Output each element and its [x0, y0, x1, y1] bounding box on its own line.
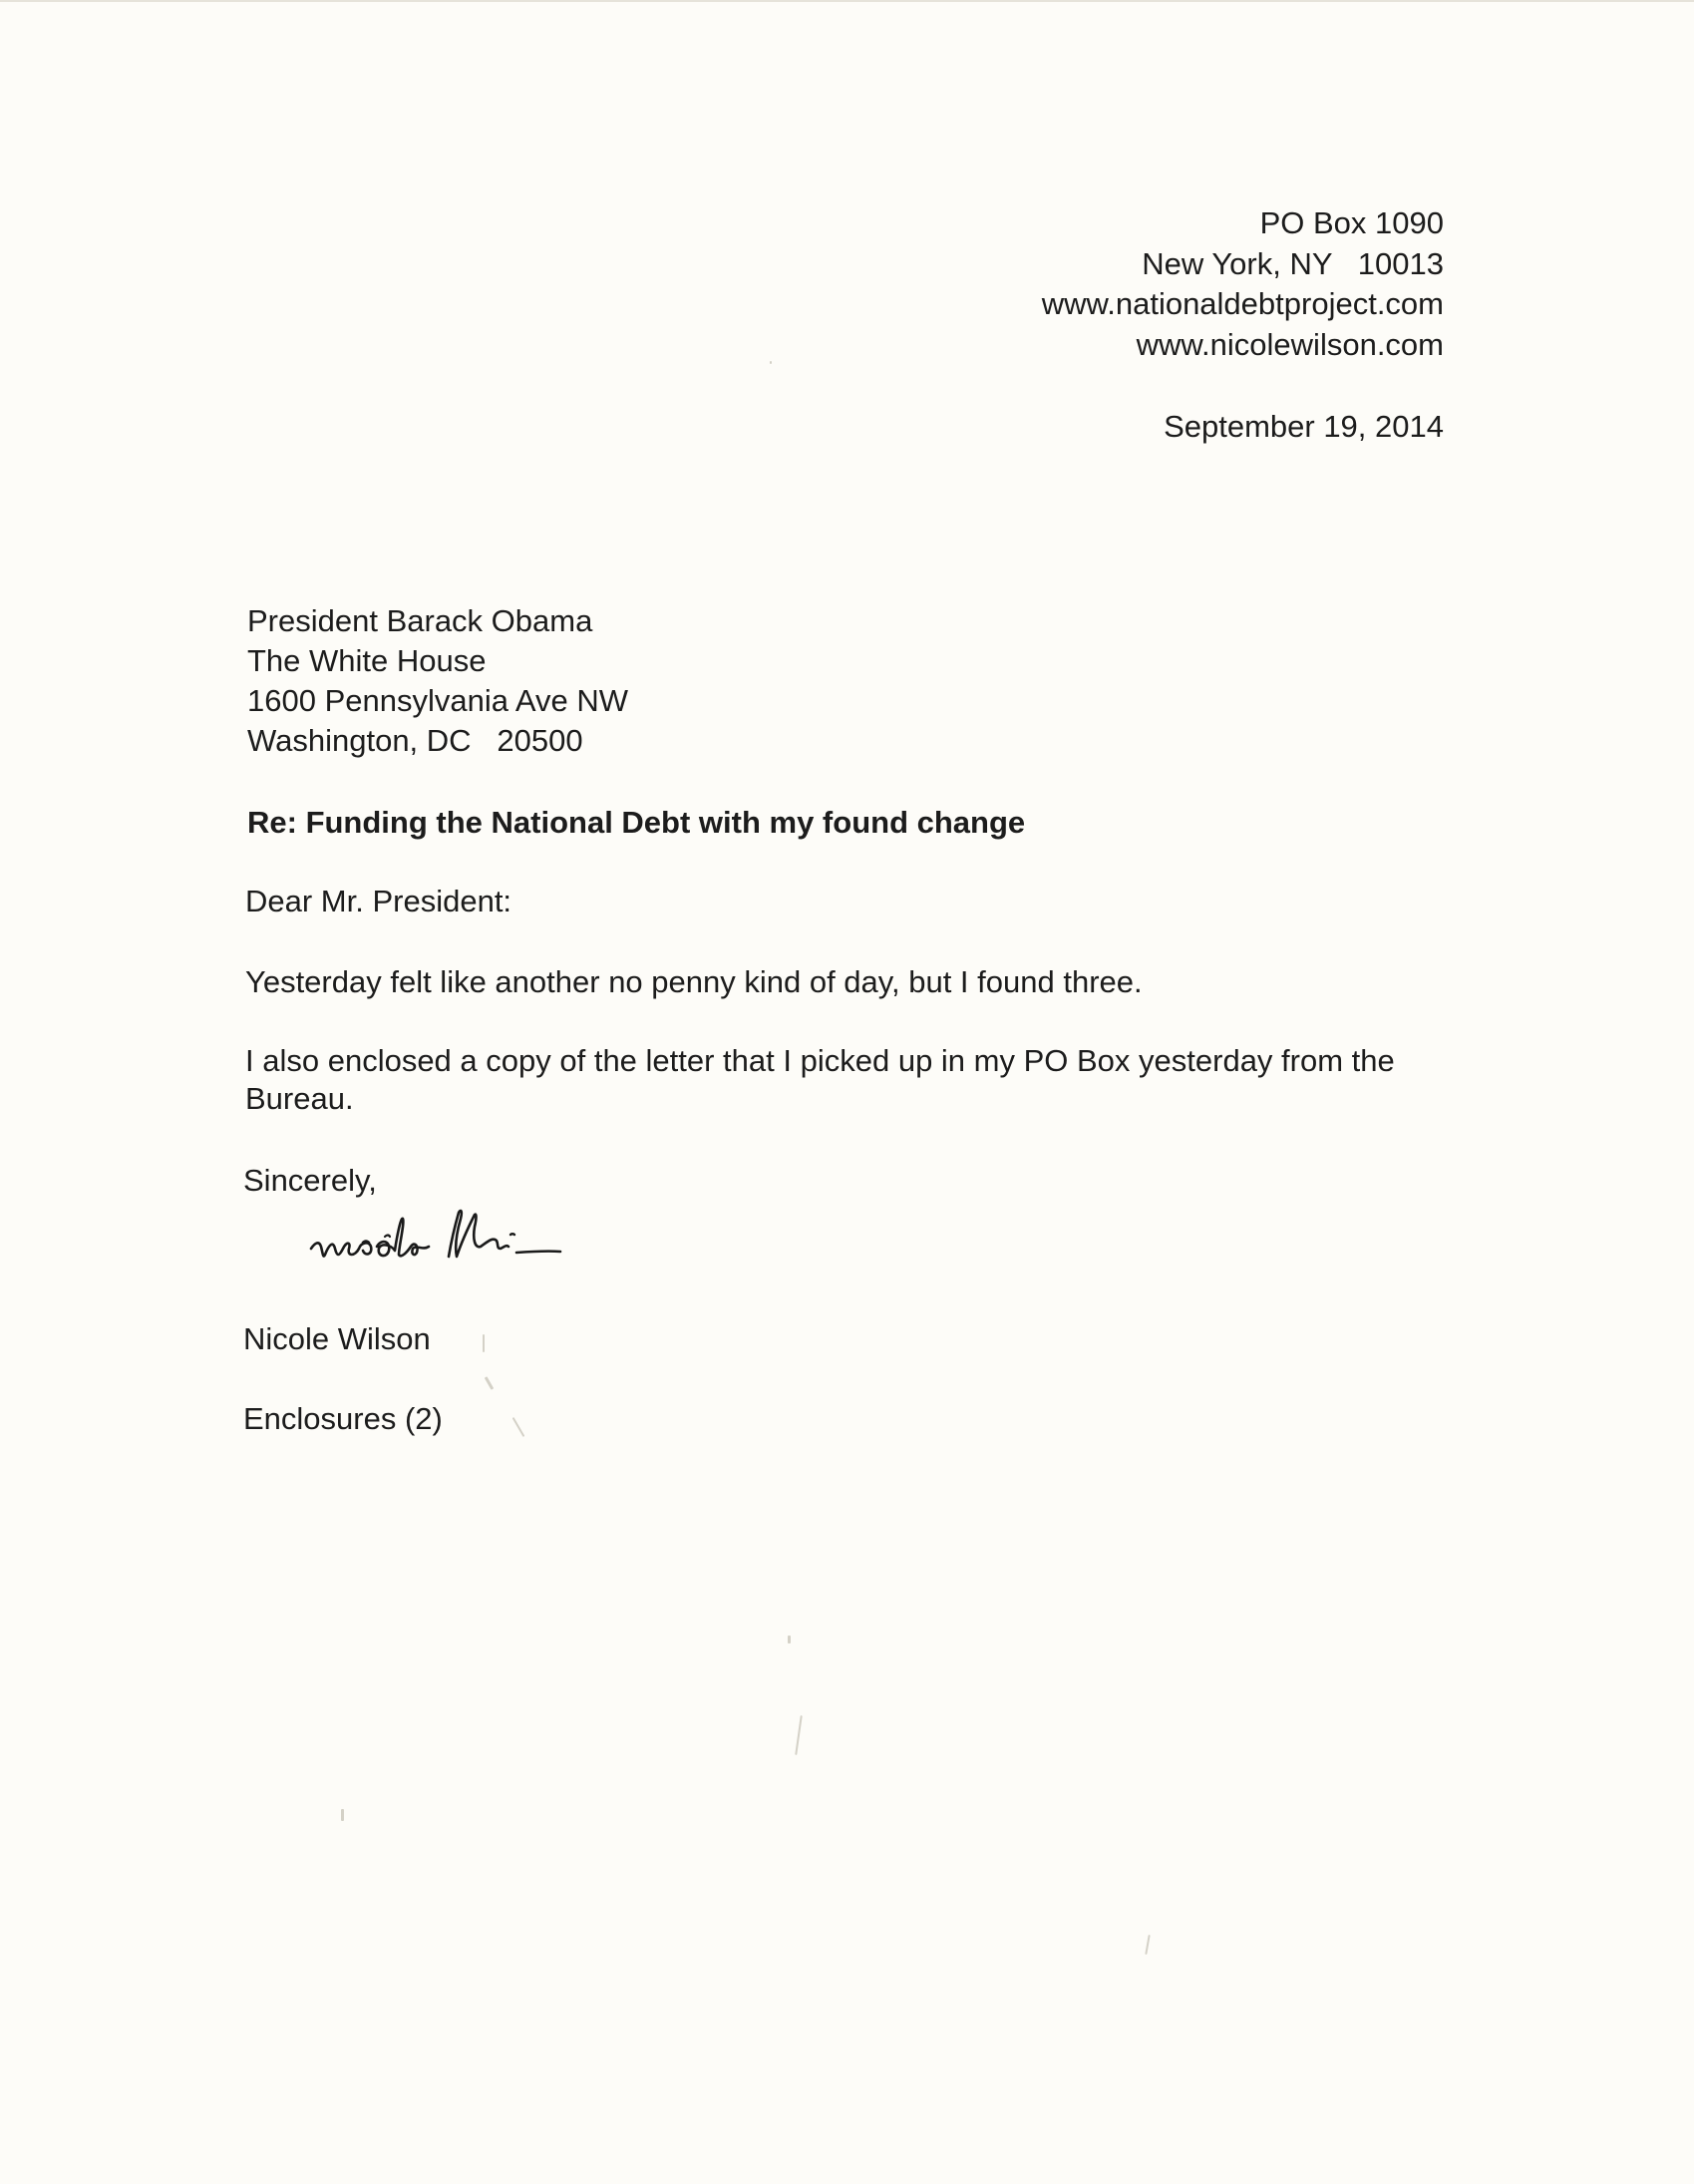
salutation: Dear Mr. President:: [245, 884, 512, 918]
scan-speck: [341, 1809, 344, 1821]
closing: Sincerely,: [243, 1163, 377, 1198]
recipient-address: [247, 601, 628, 761]
sender-po-box: PO Box 1090: [1259, 205, 1444, 240]
sender-website-2: www.nicolewilson.com: [1136, 326, 1444, 362]
scan-speck: [770, 361, 772, 364]
recipient-organization: The White House: [247, 643, 487, 678]
enclosures-note: Enclosures (2): [243, 1401, 443, 1436]
sender-city-state-zip: New York, NY 10013: [1142, 245, 1444, 281]
recipient-street: 1600 Pennsylvania Ave NW: [247, 683, 628, 718]
sender-website-1: www.nationaldebtproject.com: [1041, 286, 1444, 321]
scan-speck: [795, 1715, 803, 1755]
body-paragraph-2: I also enclosed a copy of the letter that I picked up in my PO Box yesterday from the Bureau.: [245, 1043, 1395, 1116]
letter-date: September 19, 2014: [1164, 409, 1444, 444]
scan-speck: [1145, 1935, 1150, 1955]
subject-line: Re: Funding the National Debt with my found change: [247, 805, 1026, 840]
handwritten-signature: [299, 1197, 628, 1286]
scan-speck: [512, 1417, 525, 1437]
recipient-name: President Barack Obama: [247, 603, 593, 638]
sender-address: [1042, 203, 1444, 365]
recipient-city-state-zip: Washington, DC 20500: [247, 723, 583, 758]
scan-speck: [788, 1636, 791, 1643]
scan-speck: [485, 1376, 495, 1390]
scan-edge: [0, 0, 1694, 2]
signer-name: Nicole Wilson: [243, 1321, 431, 1356]
body-paragraph-1: Yesterday felt like another no penny kind of day, but I found three.: [245, 964, 1143, 999]
scan-speck: [483, 1334, 485, 1352]
